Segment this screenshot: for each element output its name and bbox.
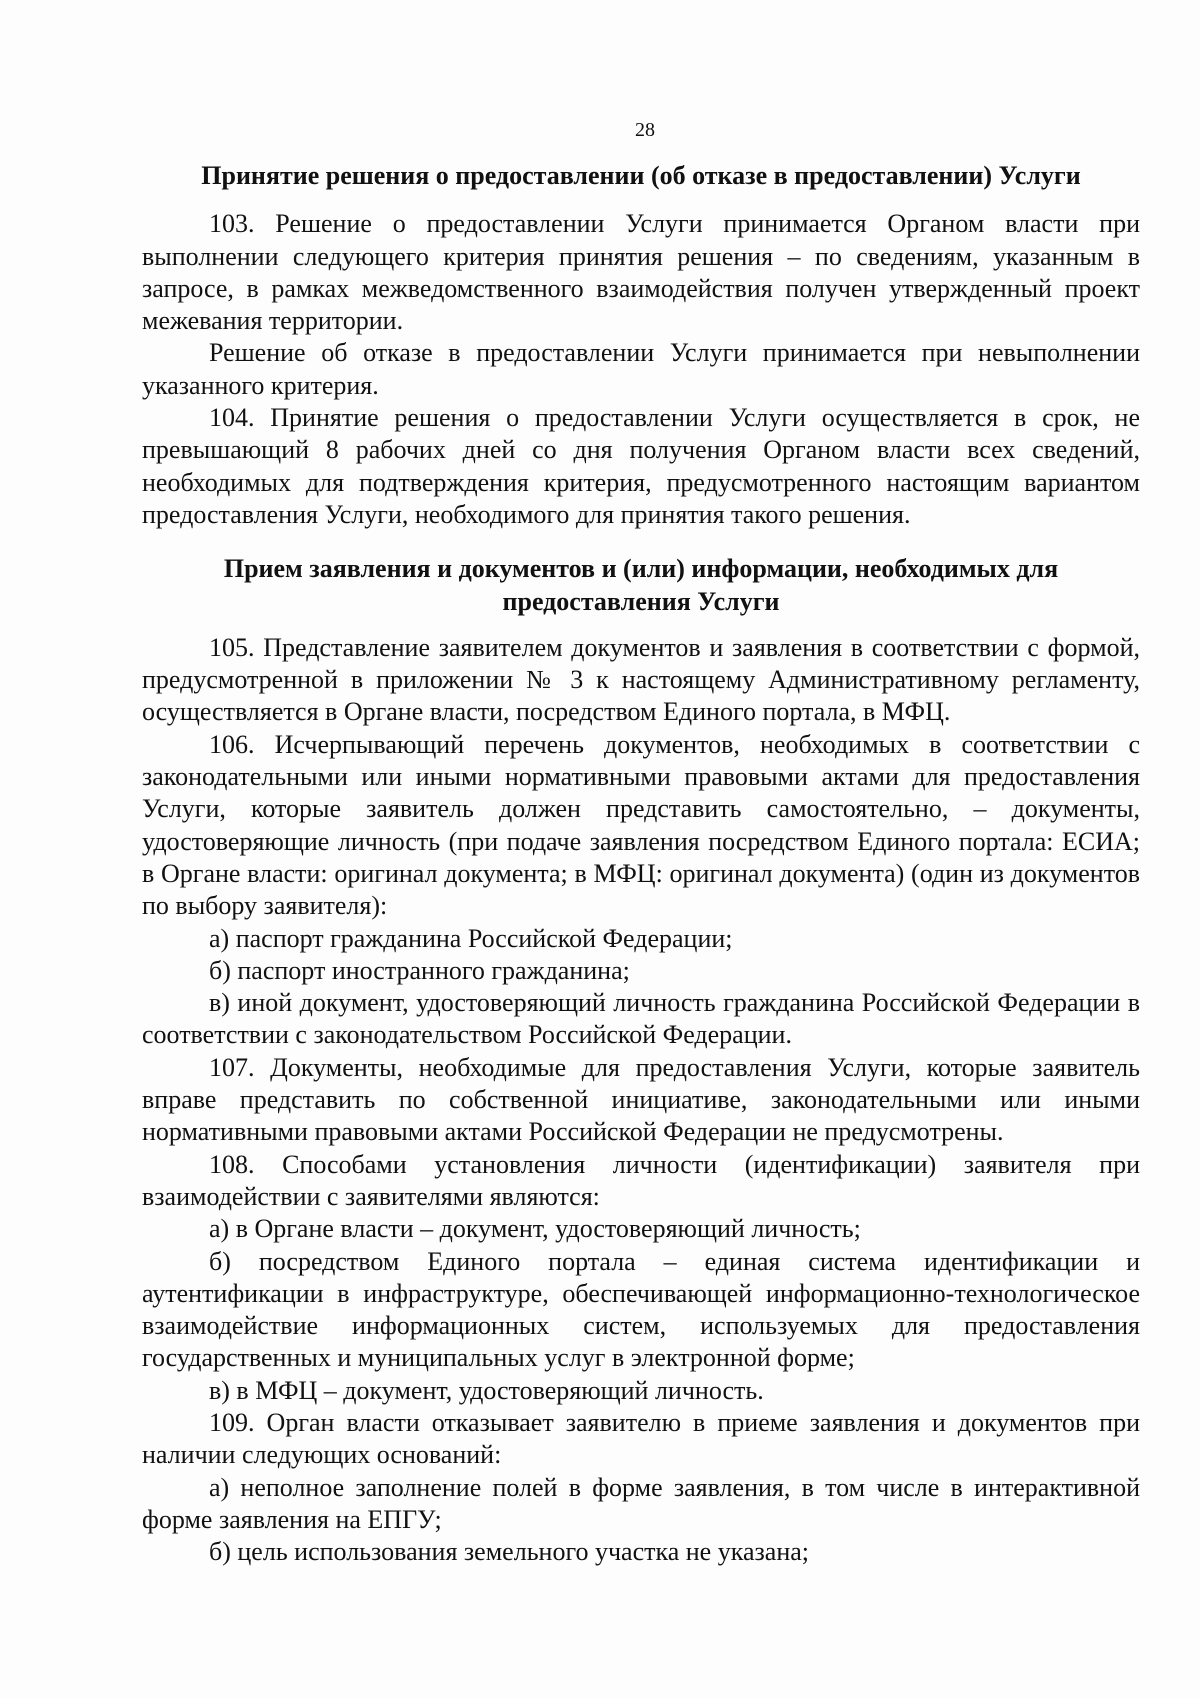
paragraph-106: 106. Исчерпывающий перечень документов, необходимых в соответствии с законодательными или иными нормативными правовыми актами для предоставления Услуги, которые заявитель должен представить самостоятельно, – документы, удостоверяющие личность (при подаче заявления посредством Единого портала: ЕСИА; в Органе власти: оригинал документа; в МФЦ: оригинал документа) (один из документов по выбору заявителя): — [142, 729, 1140, 921]
page-content — [142, 118, 1140, 1568]
section-heading-reception: Прием заявления и документов и (или) информации, необходимых для предоставления Услуги — [223, 554, 1059, 616]
paragraph-108-v: в) в МФЦ – документ, удостоверяющий личность. — [209, 1375, 764, 1405]
paragraph-106-a: а) паспорт гражданина Российской Федерации; — [209, 923, 733, 953]
paragraph-106-b: б) паспорт иностранного гражданина; — [209, 955, 630, 985]
paragraph-103: 103. Решение о предоставлении Услуги принимается Органом власти при выполнении следующего критерия принятия решения – по сведениям, указанным в запросе, в рамках межведомственного взаимодействия получен утвержденный проект межевания территории. — [142, 209, 1140, 336]
paragraph-107: 107. Документы, необходимые для предоставления Услуги, которые заявитель вправе представить по собственной инициативе, законодательными или иными нормативными правовыми актами Российской Федерации не предусмотрены. — [142, 1052, 1140, 1147]
section-heading-decision: Принятие решения о предоставлении (об отказе в предоставлении) Услуги — [201, 161, 1081, 190]
paragraph-109-b: б) цель использования земельного участка не указана; — [209, 1537, 809, 1567]
paragraph-108-b: б) посредством Единого портала – единая система идентификации и аутентификации в инфраструктуре, обеспечивающей информационно-технологическое взаимодействие информационных систем, используемых для предоставления государственных и муниципальных услуг в электронной форме; — [142, 1246, 1140, 1373]
page-number: 28 — [635, 119, 655, 141]
paragraph-109: 109. Орган власти отказывает заявителю в приеме заявления и документов при наличии следующих оснований: — [142, 1407, 1140, 1470]
paragraph-104: 104. Принятие решения о предоставлении Услуги осуществляется в срок, не превышающий 8 рабочих дней со дня получения Органом власти всех сведений, необходимых для подтверждения критерия, предусмотренного настоящим вариантом предоставления Услуги, необходимого для принятия такого решения. — [142, 403, 1140, 529]
paragraph-106-v: в) иной документ, удостоверяющий личность гражданина Российской Федерации в соответствии с законодательством Российской Федерации. — [142, 988, 1140, 1050]
paragraph-108: 108. Способами установления личности (идентификации) заявителя при взаимодействии с заявителями являются: — [142, 1149, 1140, 1211]
paragraph-108-a: а) в Органе власти – документ, удостоверяющий личность; — [209, 1214, 861, 1244]
paragraph-109-a: а) неполное заполнение полей в форме заявления, в том числе в интерактивной форме заявления на ЕПГУ; — [142, 1472, 1140, 1534]
paragraph-103-refusal: Решение об отказе в предоставлении Услуги принимается при невыполнении указанного критерия. — [142, 338, 1140, 400]
paragraph-105: 105. Представление заявителем документов и заявления в соответствии с формой, предусмотренной в приложении № 3 к настоящему Административному регламенту, осуществляется в Органе власти, посредством Единого портала, в МФЦ. — [142, 632, 1140, 727]
